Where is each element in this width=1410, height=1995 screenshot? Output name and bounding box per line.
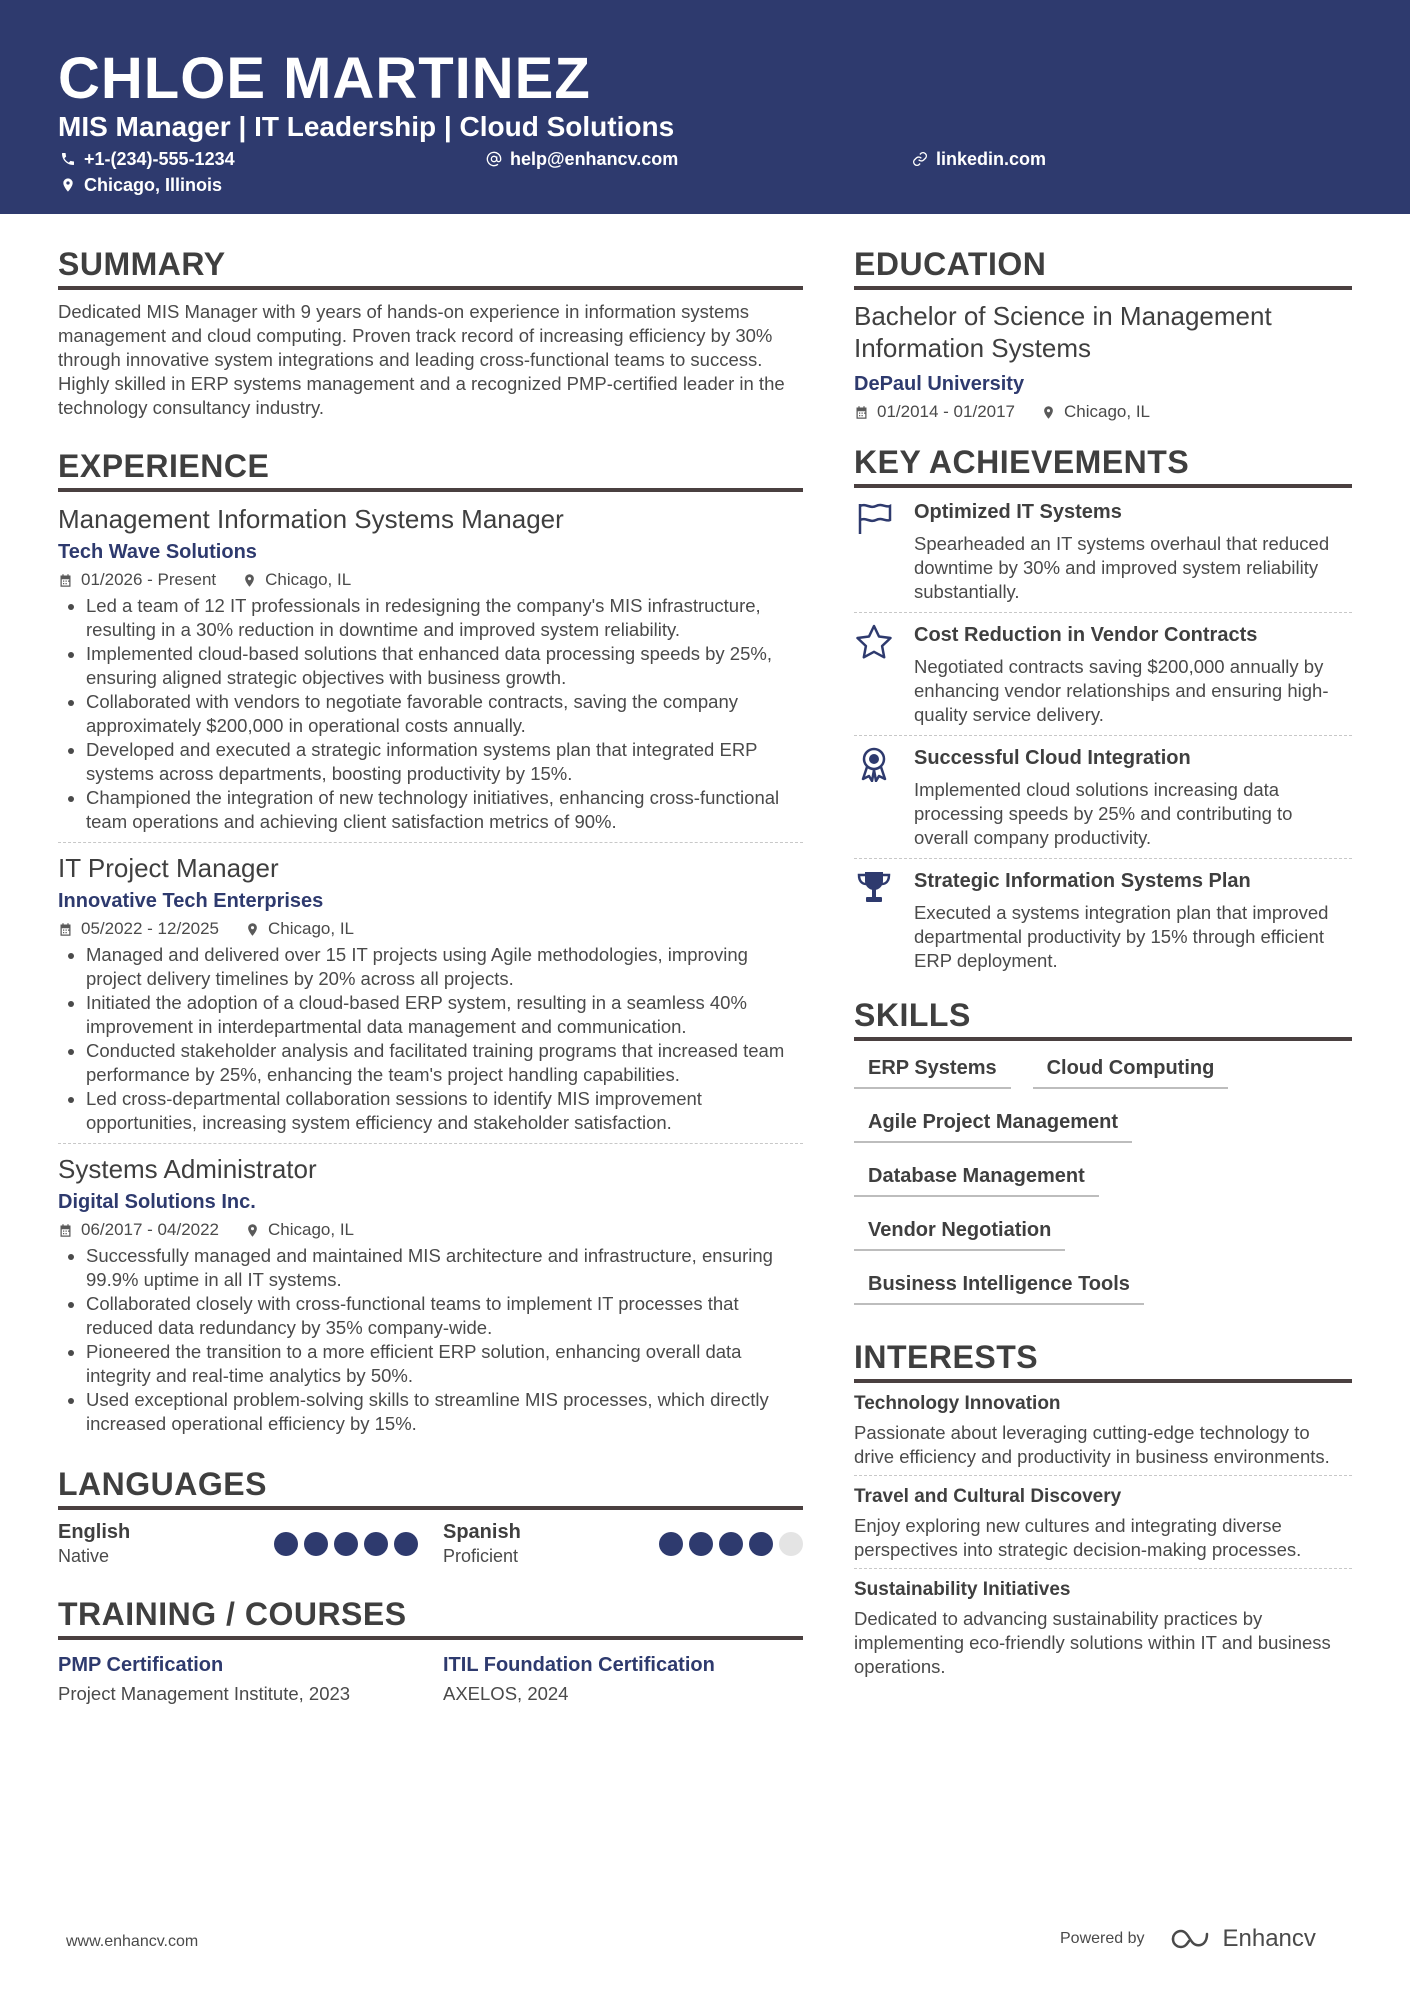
language-rating [274,1532,418,1556]
bullet-item: Implemented cloud-based solutions that enhanced data processing speeds by 25%, ensuring aligned strategic objectives with business growth. [58,642,803,690]
linkedin-text[interactable]: linkedin.com [936,149,1047,169]
enhancv-logo[interactable] [1169,1925,1316,1953]
job-dates: 01/2026 - Present [81,570,217,589]
trophy-icon [854,869,894,905]
interest-desc: Passionate about leveraging cutting-edge technology to drive efficiency and productivity in business environments. [854,1422,1330,1467]
company-name: Tech Wave Solutions [58,541,257,563]
course-provider: Project Management Institute, 2023 [58,1683,351,1704]
enhancv-logo-icon [1169,1927,1215,1951]
bullet-item: Developed and executed a strategic information systems plan that integrated ERP systems across departments, boosting productivity by 15%. [58,738,803,786]
interest-item [854,1575,1352,1685]
job-entry [58,502,803,843]
education-title: EDUCATION [854,244,1352,290]
bullet-item: Collaborated closely with cross-functional teams to implement IT processes that reduced data redundancy by 35% company-wide. [58,1292,803,1340]
achievements-section [854,442,1352,981]
course-item [443,1650,803,1708]
company-name: Innovative Tech Enterprises [58,890,324,912]
summary-title: SUMMARY [58,244,803,290]
footer-branding [1060,1925,1316,1953]
rating-dot-filled [304,1532,328,1556]
achievements-title: KEY ACHIEVEMENTS [854,442,1352,488]
training-title: TRAINING / COURSES [58,1594,803,1640]
bullet-item: Led cross-departmental collaboration sessions to identify MIS improvement opportunities, increasing system efficiency and stakeholder satisfaction. [58,1087,803,1135]
link-icon [912,151,928,167]
powered-by-label: Powered by [1060,1930,1145,1947]
bullet-item: Conducted stakeholder analysis and facilitated training programs that increased team performance by 25%, enhancing the team's project handling capabilities. [58,1039,803,1087]
skills-list [854,1055,1352,1305]
headline: MIS Manager | IT Leadership | Cloud Solutions [58,111,675,142]
skill-tag: Cloud Computing [1033,1055,1229,1089]
job-location: Chicago, IL [268,919,355,938]
interest-item [854,1482,1352,1569]
rating-dot-filled [394,1532,418,1556]
job-meta [58,568,803,592]
rating-dot-filled [334,1532,358,1556]
bullet-item: Successfully managed and maintained MIS architecture and infrastructure, ensuring 99.9% uptime in all IT systems. [58,1244,803,1292]
rating-dot-filled [749,1532,773,1556]
bullet-item: Initiated the adoption of a cloud-based ERP system, resulting in a seamless 40% improvement in interdepartmental data management and communication. [58,991,803,1039]
job-entry [58,1152,803,1444]
job-title: Systems Administrator [58,1154,317,1184]
bullet-item: Championed the integration of new technology initiatives, enhancing cross-functional team operations and achieving client satisfaction metrics of 90%. [58,786,803,834]
phone-icon [60,151,76,167]
job-dates: 05/2022 - 12/2025 [81,919,220,938]
rating-dot-filled [719,1532,743,1556]
achievement-title: Successful Cloud Integration [914,747,1191,769]
phone-text[interactable]: +1-(234)-555-1234 [84,149,235,169]
bullet-item: Managed and delivered over 15 IT projects using Agile methodologies, improving project delivery timelines by 20% across all projects. [58,943,803,991]
interests-title: INTERESTS [854,1337,1352,1383]
achievement-desc: Spearheaded an IT systems overhaul that reduced downtime by 30% and improved system reliability substantially. [914,533,1330,602]
school-name: DePaul University [854,373,1025,395]
job-bullets [58,943,803,1135]
language-rating [659,1532,803,1556]
linkedin-contact [912,148,1046,170]
phone-contact [60,148,235,170]
right-column [854,244,1352,1691]
course-item [58,1650,418,1708]
summary-text: Dedicated MIS Manager with 9 years of hands-on experience in information systems management and cloud computing. Proven track record of increasing efficiency by 30% through innovative system integrations and leading cross-functional teams to success. Highly skilled in ERP systems management and a recognized PMP-certified leader in the technology consultancy industry. [58,301,785,418]
skill-tag: Business Intelligence Tools [854,1271,1144,1305]
rating-dot-empty [779,1532,803,1556]
language-item [58,1520,418,1568]
candidate-name: CHLOE MARTINEZ [58,46,591,111]
education-meta [854,400,1352,424]
skill-tag: Database Management [854,1163,1099,1197]
flag-icon [854,500,894,536]
skill-tag: Agile Project Management [854,1109,1132,1143]
interest-title: Sustainability Initiatives [854,1579,1071,1600]
interest-item [854,1389,1352,1476]
skill-tag: Vendor Negotiation [854,1217,1065,1251]
achievement-item [854,490,1352,613]
job-dates: 06/2017 - 04/2022 [81,1220,220,1239]
experience-title: EXPERIENCE [58,446,803,492]
achievement-title: Optimized IT Systems [914,501,1122,523]
calendar-icon [58,573,73,588]
calendar-icon [854,405,869,420]
job-meta [58,917,803,941]
course-name: ITIL Foundation Certification [443,1654,715,1676]
interest-desc: Enjoy exploring new cultures and integrating diverse perspectives into strategic decision-making processes. [854,1515,1302,1560]
training-section [58,1594,803,1708]
education-dates: 01/2014 - 01/2017 [877,402,1016,421]
achievement-item [854,736,1352,859]
interests-section [854,1337,1352,1685]
interest-title: Technology Innovation [854,1393,1061,1414]
interest-desc: Dedicated to advancing sustainability practices by implementing eco-friendly solutions within IT and business operations. [854,1608,1331,1677]
achievement-title: Cost Reduction in Vendor Contracts [914,624,1258,646]
job-bullets [58,594,803,834]
language-level: Native [58,1546,110,1566]
calendar-icon [58,922,73,937]
achievement-item [854,613,1352,736]
at-icon [486,151,502,167]
achievement-title: Strategic Information Systems Plan [914,870,1251,892]
location-pin-icon [1041,405,1056,420]
bullet-item: Used exceptional problem-solving skills to streamline MIS processes, which directly increased operational efficiency by 15%. [58,1388,803,1436]
job-title: IT Project Manager [58,853,279,883]
rating-dot-filled [274,1532,298,1556]
left-column [58,244,803,1708]
education-location: Chicago, IL [1064,402,1151,421]
education-section [854,244,1352,424]
rating-dot-filled [364,1532,388,1556]
email-text[interactable]: help@enhancv.com [510,149,679,169]
achievement-item [854,859,1352,981]
bullet-item: Collaborated with vendors to negotiate favorable contracts, saving the company approximately $200,000 in operational costs annually. [58,690,803,738]
course-provider: AXELOS, 2024 [443,1683,569,1704]
bullet-item: Pioneered the transition to a more efficient ERP solution, enhancing overall data integrity and real-time analytics by 50%. [58,1340,803,1388]
rating-dot-filled [689,1532,713,1556]
location-pin-icon [245,922,260,937]
job-bullets [58,1244,803,1436]
calendar-icon [58,1223,73,1238]
company-name: Digital Solutions Inc. [58,1191,256,1213]
language-name: English [58,1521,131,1543]
enhancv-brand-text: Enhancv [1222,1925,1316,1952]
achievement-desc: Negotiated contracts saving $200,000 annually by enhancing vendor relationships and ensuring high-quality service delivery. [914,656,1329,725]
skills-section [854,995,1352,1305]
achievement-desc: Executed a systems integration plan that improved departmental productivity by 15% through efficient ERP deployment. [914,902,1329,971]
language-name: Spanish [443,1521,521,1543]
location-pin-icon [60,177,76,193]
achievement-desc: Implemented cloud solutions increasing data processing speeds by 25% and contributing to overall company productivity. [914,779,1293,848]
course-name: PMP Certification [58,1654,224,1676]
location-pin-icon [242,573,257,588]
email-contact [486,148,678,170]
job-location: Chicago, IL [265,570,352,589]
interest-title: Travel and Cultural Discovery [854,1486,1122,1507]
award-icon [854,746,894,782]
location-pin-icon [245,1223,260,1238]
star-icon [854,623,894,659]
resume-header [0,0,1410,214]
language-item [443,1520,803,1568]
skill-tag: ERP Systems [854,1055,1011,1089]
languages-section [58,1464,803,1568]
job-meta [58,1218,803,1242]
location-text: Chicago, Illinois [84,175,223,195]
location-contact [60,174,222,196]
degree: Bachelor of Science in Management Information Systems [854,301,1272,363]
footer-website[interactable]: www.enhancv.com [66,1933,199,1950]
rating-dot-filled [659,1532,683,1556]
job-title: Management Information Systems Manager [58,504,564,534]
job-entry [58,851,803,1144]
experience-section [58,446,803,1444]
languages-title: LANGUAGES [58,1464,803,1510]
job-location: Chicago, IL [268,1220,355,1239]
summary-section [58,244,803,420]
skills-title: SKILLS [854,995,1352,1041]
language-level: Proficient [443,1546,519,1566]
bullet-item: Led a team of 12 IT professionals in redesigning the company's MIS infrastructure, resulting in a 30% reduction in downtime and improved system reliability. [58,594,803,642]
